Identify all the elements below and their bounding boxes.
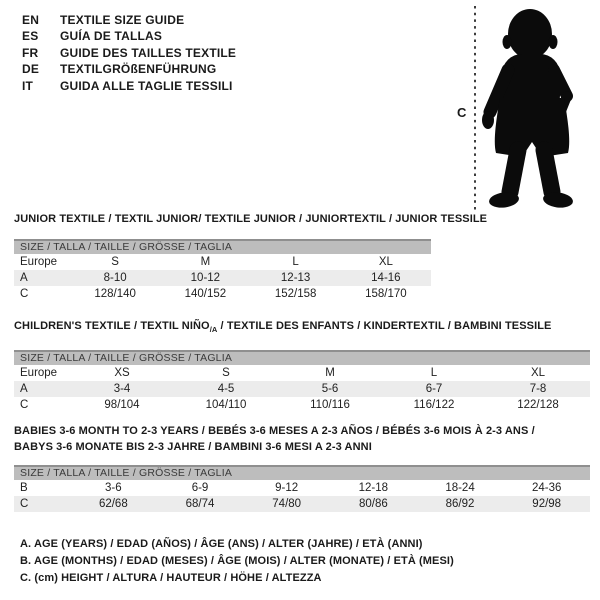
children-size-table [14,319,590,413]
row-label: C [20,288,29,300]
table-cell: 98/104 [104,399,140,412]
language-title: GUIDA ALLE TAGLIE TESSILI [60,78,233,93]
babies-table-title [14,423,590,455]
table-cell: 12-13 [280,272,311,284]
legend-notes [20,536,454,587]
table-cell: 6-7 [425,383,443,396]
note-age-months: B. AGE (MONTHS) / EDAD (MESES) / ÂGE (MOIS) / ALTER (MONATE) / ETÀ (MESI) [20,554,454,567]
table-row [14,254,431,270]
table-cell: 4-5 [217,383,235,396]
language-code: EN [22,13,40,27]
language-title: GUÍA DE TALLAS [60,29,163,44]
table-cell: 122/128 [517,399,559,412]
row-label: C [20,498,29,510]
table-cell: XS [114,367,130,380]
table-cell: XL [378,256,393,268]
junior-size-table [14,212,488,302]
language-code: ES [22,29,39,44]
children-title-sub: /A [209,325,218,335]
language-title: GUIDE DES TAILLES TEXTILE [60,45,237,60]
children-table-title [14,319,590,337]
table-cell: 152/158 [274,288,317,300]
row-label: Europe [20,256,58,268]
table-row [14,286,431,302]
children-title-post: / TEXTILE DES ENFANTS / KINDERTEXTIL / BAMBINI TESSILE [217,320,552,332]
table-cell: 14-16 [371,272,401,284]
language-row [22,61,236,77]
language-row [22,28,236,44]
height-measure-label: C [457,105,467,120]
size-header-band: SIZE / TALLA / TAILLE / GRÖSSE / TAGLIA [14,350,590,365]
table-cell: M [200,256,211,268]
table-cell: 140/152 [184,288,227,300]
language-list [22,12,236,94]
table-cell: 158/170 [365,288,407,300]
table-cell: 92/98 [532,498,562,510]
table-cell: 5-6 [321,383,339,396]
table-cell: 24-36 [531,482,562,494]
table-cell: XL [530,367,546,380]
row-label: A [20,272,28,284]
babies-size-table [14,423,590,512]
language-title: TEXTILE SIZE GUIDE [60,13,185,27]
table-cell: 86/92 [445,498,475,510]
toddler-silhouette-shape [482,9,574,209]
table-cell: 12-18 [358,482,389,494]
table-cell: 104/110 [205,399,247,412]
table-row [14,381,590,397]
table-cell: L [292,256,299,268]
row-label: Europe [20,367,58,380]
language-code: DE [22,62,40,77]
children-title-pre: CHILDREN'S TEXTILE / TEXTIL NIÑO [14,320,210,332]
table-cell: S [222,367,230,380]
junior-table-title: JUNIOR TEXTILE / TEXTIL JUNIOR/ TEXTILE JUNIOR / JUNIORTEXTIL / JUNIOR TESSILE [14,213,488,225]
babies-title-line2: BABYS 3-6 MONATE BIS 2-3 JAHRE / BAMBINI 3-6 MESI A 2-3 ANNI [14,441,372,453]
table-row [14,365,590,381]
table-cell: L [430,367,438,380]
table-cell: 74/80 [272,498,302,510]
toddler-silhouette-icon [440,0,600,220]
row-label: C [20,399,29,412]
note-age-years: A. AGE (YEARS) / EDAD (AÑOS) / ÂGE (ANS) / ALTER (JAHRE) / ETÀ (ANNI) [20,538,423,550]
table-cell: 3-6 [105,482,122,494]
language-row [22,12,236,28]
table-cell: 8-10 [103,272,127,284]
table-cell: 80/86 [358,498,388,510]
table-cell: 110/116 [310,399,350,412]
language-title: TEXTILGRÖßENFÜHRUNG [60,62,217,77]
table-cell: 3-4 [113,383,131,396]
language-row [22,45,236,61]
language-code: FR [22,45,39,60]
table-cell: 116/122 [413,399,455,412]
table-row [14,496,590,512]
table-row [14,270,431,286]
language-code: IT [22,78,34,93]
table-cell: 10-12 [190,272,221,284]
table-row [14,480,590,496]
table-row [14,397,590,413]
note-height-cm: C. (cm) HEIGHT / ALTURA / HAUTEUR / HÖHE / ALTEZZA [20,571,322,584]
language-row [22,78,236,94]
table-cell: 9-12 [275,482,299,494]
table-cell: M [325,367,335,380]
row-label: A [20,383,28,396]
size-header-band: SIZE / TALLA / TAILLE / GRÖSSE / TAGLIA [14,239,431,254]
size-header-band: SIZE / TALLA / TAILLE / GRÖSSE / TAGLIA [14,465,590,480]
table-cell: 18-24 [445,482,475,494]
table-cell: 62/68 [98,498,128,510]
table-cell: 6-9 [191,482,209,494]
row-label: B [20,482,28,494]
table-cell: 128/140 [94,288,136,300]
table-cell: 7-8 [529,383,547,396]
table-cell: S [111,256,119,268]
table-cell: 68/74 [185,498,215,510]
babies-title-line1: BABIES 3-6 MONTH TO 2-3 YEARS / BEBÉS 3-6 MESES A 2-3 AÑOS / BÉBÉS 3-6 MOIS À 2-3 ANS / [14,425,535,437]
